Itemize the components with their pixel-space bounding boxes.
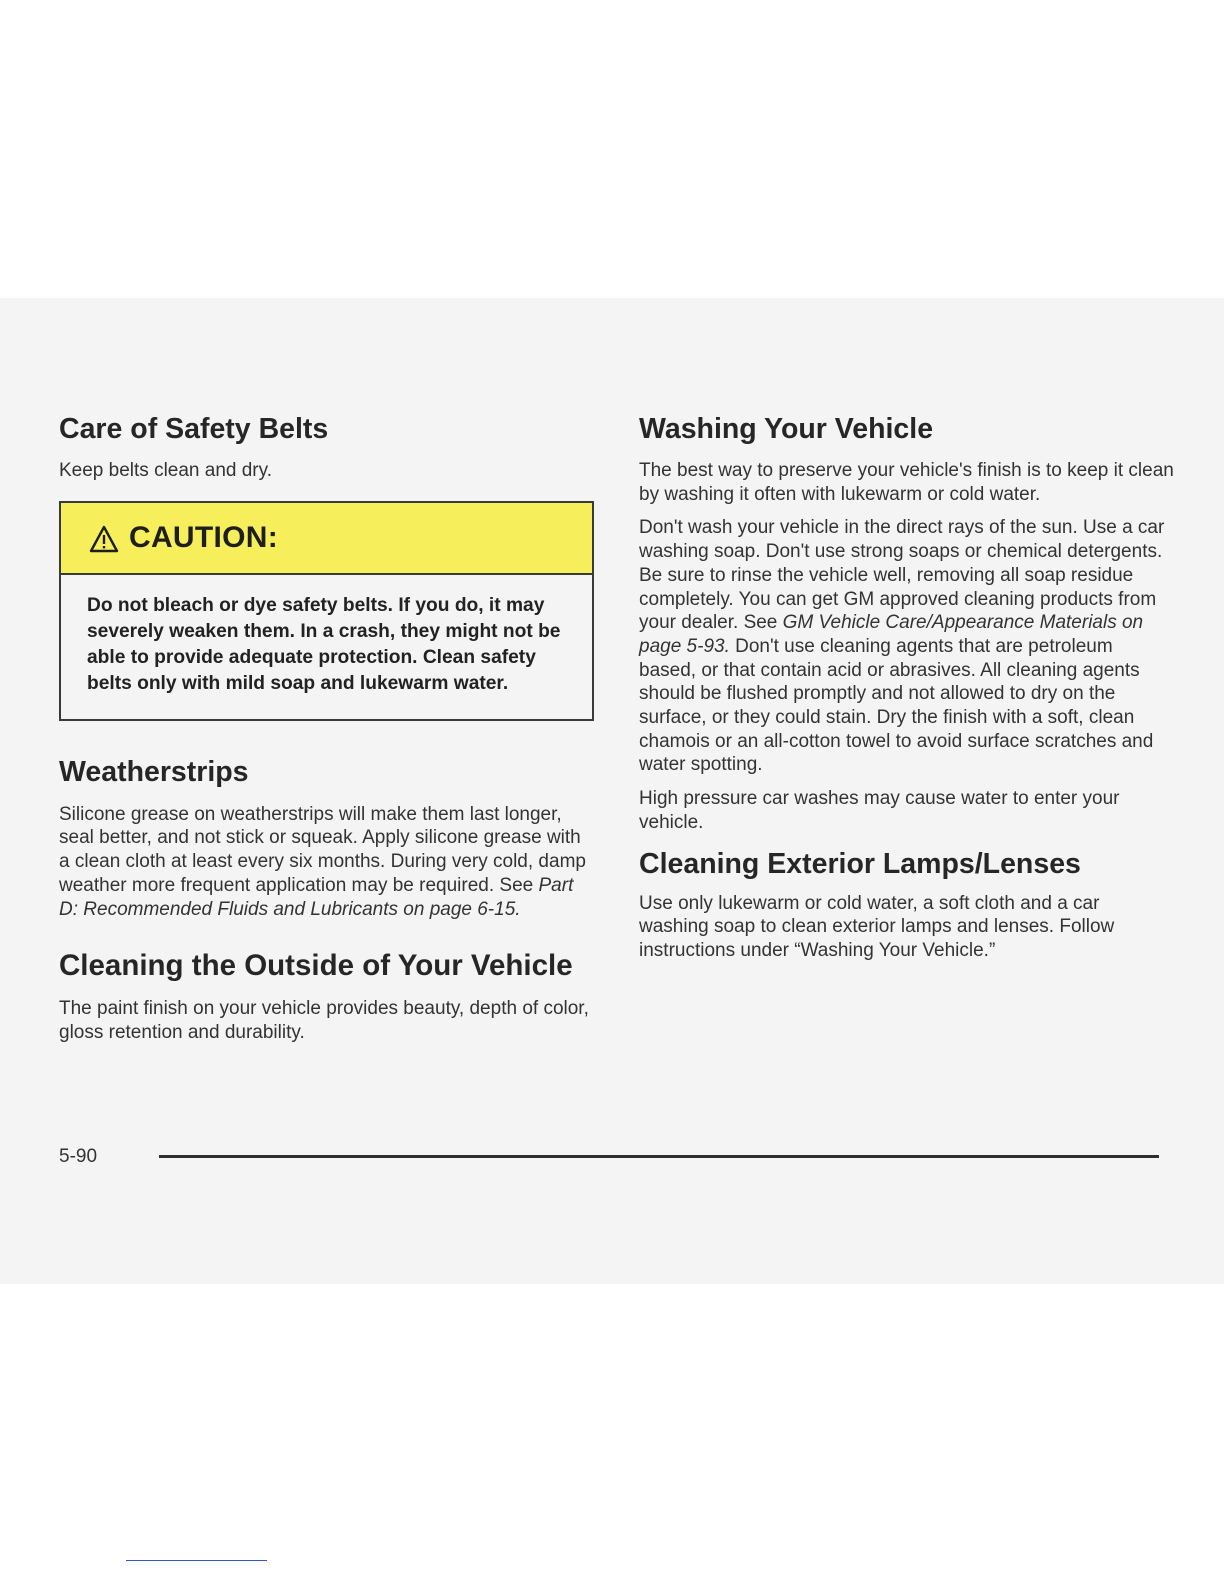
left-column: [59, 412, 594, 1045]
caution-box: [59, 501, 594, 721]
footer-divider: [159, 1155, 1159, 1158]
warning-triangle-icon: [89, 525, 119, 553]
care-materials-reference: GM Vehicle Care/Appearance Materials on page 5-93.: [639, 612, 1144, 657]
cleaning-lamps-heading: Cleaning Exterior Lamps/Lenses: [639, 847, 1081, 880]
fluids-lubricants-reference: Part D: Recommended Fluids and Lubricants on page 6-15.: [59, 874, 574, 920]
washing-paragraph-2-end: Don't use cleaning agents that are petroleum based, or that contain acid or abrasives. All cleaning agents should be flushed promptly and not allowed to dry on the surface, or they could stain. Dry the finish with a soft, clean chamois or an all-cotton towel to avoid surface scratches and water spotting.: [639, 635, 1154, 776]
washing-paragraph-2: [639, 516, 1174, 777]
weatherstrips-text: [59, 803, 594, 922]
washing-paragraph-2-start: Don't wash your vehicle in the direct rays of the sun. Use a car washing soap. Don't use strong soaps or chemical detergents. Be sure to rinse the vehicle well, removing all soap residue completely. You can get GM approved cleaning products from your dealer. See: [639, 517, 1165, 634]
washing-paragraph-1: The best way to preserve your vehicle's finish is to keep it clean by washing it often with lukewarm or cold water.: [639, 460, 1174, 505]
right-column: [639, 412, 1174, 963]
caution-header: [61, 503, 592, 575]
weatherstrips-heading: Weatherstrips: [59, 755, 249, 788]
caution-body-text: Do not bleach or dye safety belts. If you do, it may severely weaken them. In a crash, they might not be able to provide adequate protection. Clean safety belts only with mild soap and lukewarm water.: [87, 594, 561, 694]
washing-your-vehicle-heading: Washing Your Vehicle: [639, 413, 934, 445]
cleaning-outside-text: The paint finish on your vehicle provides beauty, depth of color, gloss retention and durability.: [59, 998, 589, 1043]
washing-paragraph-3: High pressure car washes may cause water to enter your vehicle.: [639, 788, 1120, 833]
cleaning-outside-heading: Cleaning the Outside of Your Vehicle: [59, 949, 573, 983]
weatherstrips-body: Silicone grease on weatherstrips will make them last longer, seal better, and not stick or squeak. Apply silicone grease with a clean cloth at least every six months. During very cold, damp weather more frequent application may be required. See: [59, 803, 586, 896]
caution-label: CAUTION:: [129, 520, 279, 554]
bottom-divider: [126, 1560, 267, 1561]
page-number: 5-90: [59, 1146, 98, 1167]
cleaning-lamps-text: Use only lukewarm or cold water, a soft cloth and a car washing soap to clean exterior lamps and lenses. Follow instructions under “Washing Your Vehicle.”: [639, 892, 1115, 961]
care-of-safety-belts-heading: Care of Safety Belts: [59, 413, 329, 445]
care-of-safety-belts-text: Keep belts clean and dry.: [59, 460, 273, 481]
